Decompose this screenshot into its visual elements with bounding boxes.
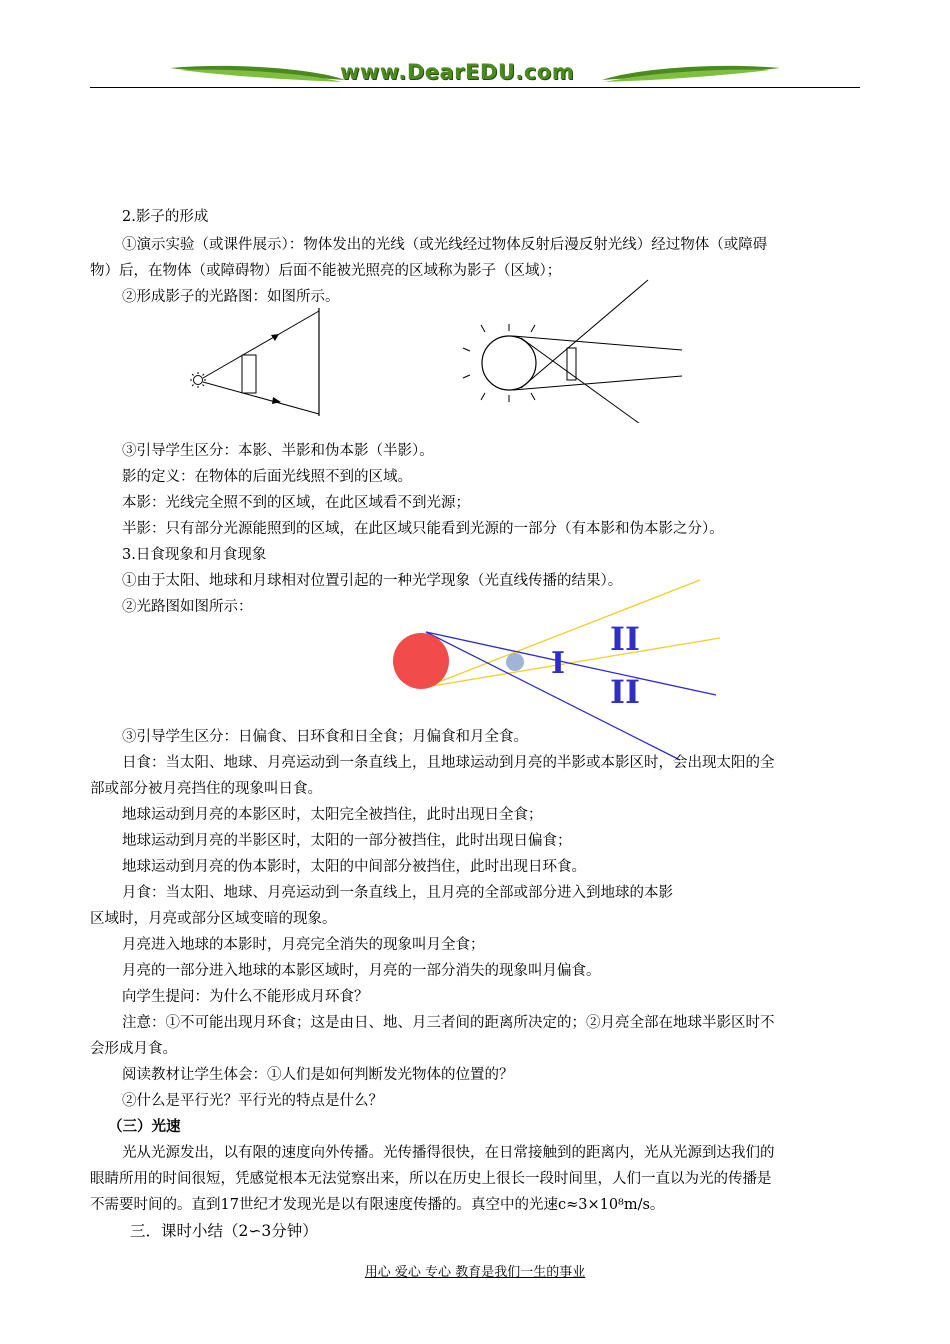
paragraph-line: 向学生提问：为什么不能形成月环食？: [122, 989, 369, 1005]
region-label-penumbra-top: II: [610, 620, 640, 658]
paragraph-line: ②光路图如图所示：: [122, 599, 253, 615]
paragraph-line: ①演示实验（或课件展示）：物体发出的光线（或光线经过物体反射后漫反射光线）经过物体（或障碍: [122, 237, 768, 253]
paragraph-line: 不需要时间的。直到17世纪才发现光是以有限速度传播的。真空中的光速c≈3×10⁸m/s。: [90, 1197, 665, 1213]
paragraph-line: 月食：当太阳、地球、月亮运动到一条直线上，且月亮的全部或部分进入到地球的本影: [122, 885, 673, 901]
point-light-source-icon: [190, 372, 206, 388]
footer-slogan: 用心 爱心 专心 教育是我们一生的事业: [364, 1265, 586, 1280]
paragraph-line: 月亮的一部分进入地球的本影区域时，月亮的一部分消失的现象叫月偏食。: [122, 963, 601, 979]
paragraph-line: 半影：只有部分光源能照到的区域，在此区域只能看到光源的一部分（有本影和伪本影之分）。: [122, 521, 724, 537]
section-title-eclipse: 3.日食现象和月食现象: [122, 547, 267, 563]
paragraph-line: 部或部分被月亮挡住的现象叫日食。: [90, 781, 322, 797]
paragraph-line: 会形成月食。: [90, 1041, 177, 1057]
paragraph-line: 本影：光线完全照不到的区域，在此区域看不到光源；: [122, 495, 470, 511]
penumbra-rays: [426, 580, 720, 687]
moon-icon: [506, 653, 524, 671]
section-title-speed-of-light: （三）光速: [108, 1118, 181, 1135]
paragraph-line: 注意：①不可能出现月环食；这是由日、地、月三者间的距离所决定的；②月亮全部在地球半影区时不: [122, 1015, 775, 1031]
region-label-umbra: I: [550, 646, 566, 681]
paragraph-line: ③引导学生区分：日偏食、日环食和日全食；月偏食和月全食。: [122, 729, 528, 745]
paragraph-line: 月亮进入地球的本影时，月亮完全消失的现象叫月全食；: [122, 937, 485, 953]
paragraph-line: 地球运动到月亮的伪本影时，太阳的中间部分被挡住，此时出现日环食。: [122, 859, 586, 875]
header-rule: [90, 87, 860, 88]
paragraph-line: ②形成影子的光路图：如图所示。: [122, 289, 340, 305]
sun-icon: [393, 633, 449, 689]
region-label-penumbra-bottom: II: [610, 673, 640, 711]
paragraph-line: 区域时，月亮或部分区域变暗的现象。: [90, 911, 337, 927]
site-url: www.DearEDU.com: [340, 60, 575, 84]
paragraph-line: ①由于太阳、地球和月球相对位置引起的一种光学现象（光直线传播的结果）。: [122, 573, 623, 589]
paragraph-line: 光从光源发出，以有限的速度向外传播。光传播得很快，在日常接触到的距离内，光从光源到达我们的: [122, 1145, 775, 1161]
paragraph-line: ②什么是平行光？平行光的特点是什么？: [122, 1093, 383, 1109]
paragraph-line: 物）后，在物体（或障碍物）后面不能被光照亮的区域称为影子（区域）；: [90, 263, 562, 279]
section-title-summary: 三．课时小结（2∽3分钟）: [130, 1222, 318, 1240]
paragraph-line: 日食：当太阳、地球、月亮运动到一条直线上，且地球运动到月亮的半影或本影区时，会出现太阳的全: [122, 755, 775, 771]
paragraph-line: ③引导学生区分：本影、半影和伪本影（半影）。: [122, 443, 434, 459]
paragraph-line: 阅读教材让学生体会：①人们是如何判断发光物体的位置的？: [122, 1067, 514, 1083]
footer: [0, 1261, 950, 1280]
paragraph-line: 地球运动到月亮的半影区时，太阳的一部分被挡住，此时出现日偏食；: [122, 833, 572, 849]
paragraph-line: 影的定义：在物体的后面光线照不到的区域。: [122, 469, 412, 485]
section-title-shadow: 2.影子的形成: [122, 209, 209, 225]
paragraph-line: 眼睛所用的时间很短，凭感觉根本无法觉察出来，所以在历史上很长一段时间里，人们一直以为光的传播是: [90, 1171, 772, 1187]
paragraph-line: 地球运动到月亮的本影区时，太阳完全被挡住，此时出现日全食；: [122, 807, 543, 823]
shadow-light-path-figure: [185, 278, 705, 423]
